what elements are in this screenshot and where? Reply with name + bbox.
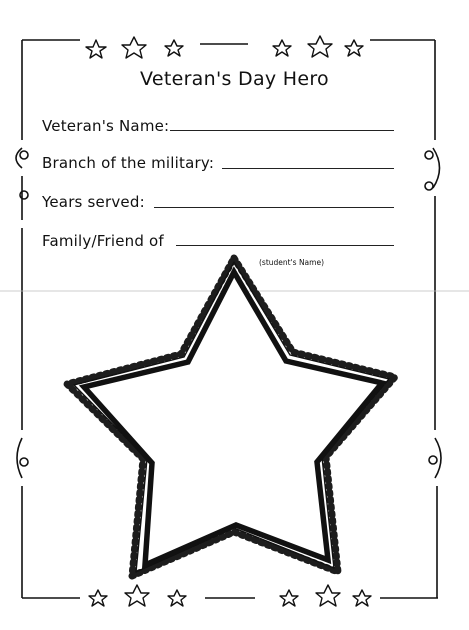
branch-blank[interactable] <box>222 168 394 169</box>
star-outline-icon <box>122 37 146 58</box>
branch-label: Branch of the military: <box>42 154 215 172</box>
star-outline-icon <box>273 40 291 56</box>
star-outline-icon <box>168 590 186 606</box>
years-served-label: Years served: <box>42 193 145 211</box>
years-served-blank[interactable] <box>154 207 394 208</box>
star-outline-icon <box>280 590 298 606</box>
star-outline-icon <box>86 40 106 58</box>
star-outline-icon <box>125 585 149 606</box>
star-outline-icon <box>353 590 371 606</box>
student-name-note: (student's Name) <box>259 258 325 267</box>
star-outline-icon <box>308 36 332 57</box>
veterans-name-blank[interactable] <box>170 130 394 131</box>
star-outline-icon <box>89 590 107 606</box>
big-star-frame <box>84 272 382 565</box>
star-outline-icon <box>316 585 340 606</box>
right-border <box>433 40 441 598</box>
star-outline-icon <box>165 40 183 56</box>
left-border <box>16 40 22 598</box>
worksheet-title: Veteran's Day Hero <box>140 68 329 90</box>
family-friend-label: Family/Friend of <box>42 232 164 250</box>
family-friend-blank[interactable] <box>176 245 394 246</box>
star-outline-icon <box>345 40 363 56</box>
veterans-name-label: Veteran's Name: <box>42 117 170 135</box>
